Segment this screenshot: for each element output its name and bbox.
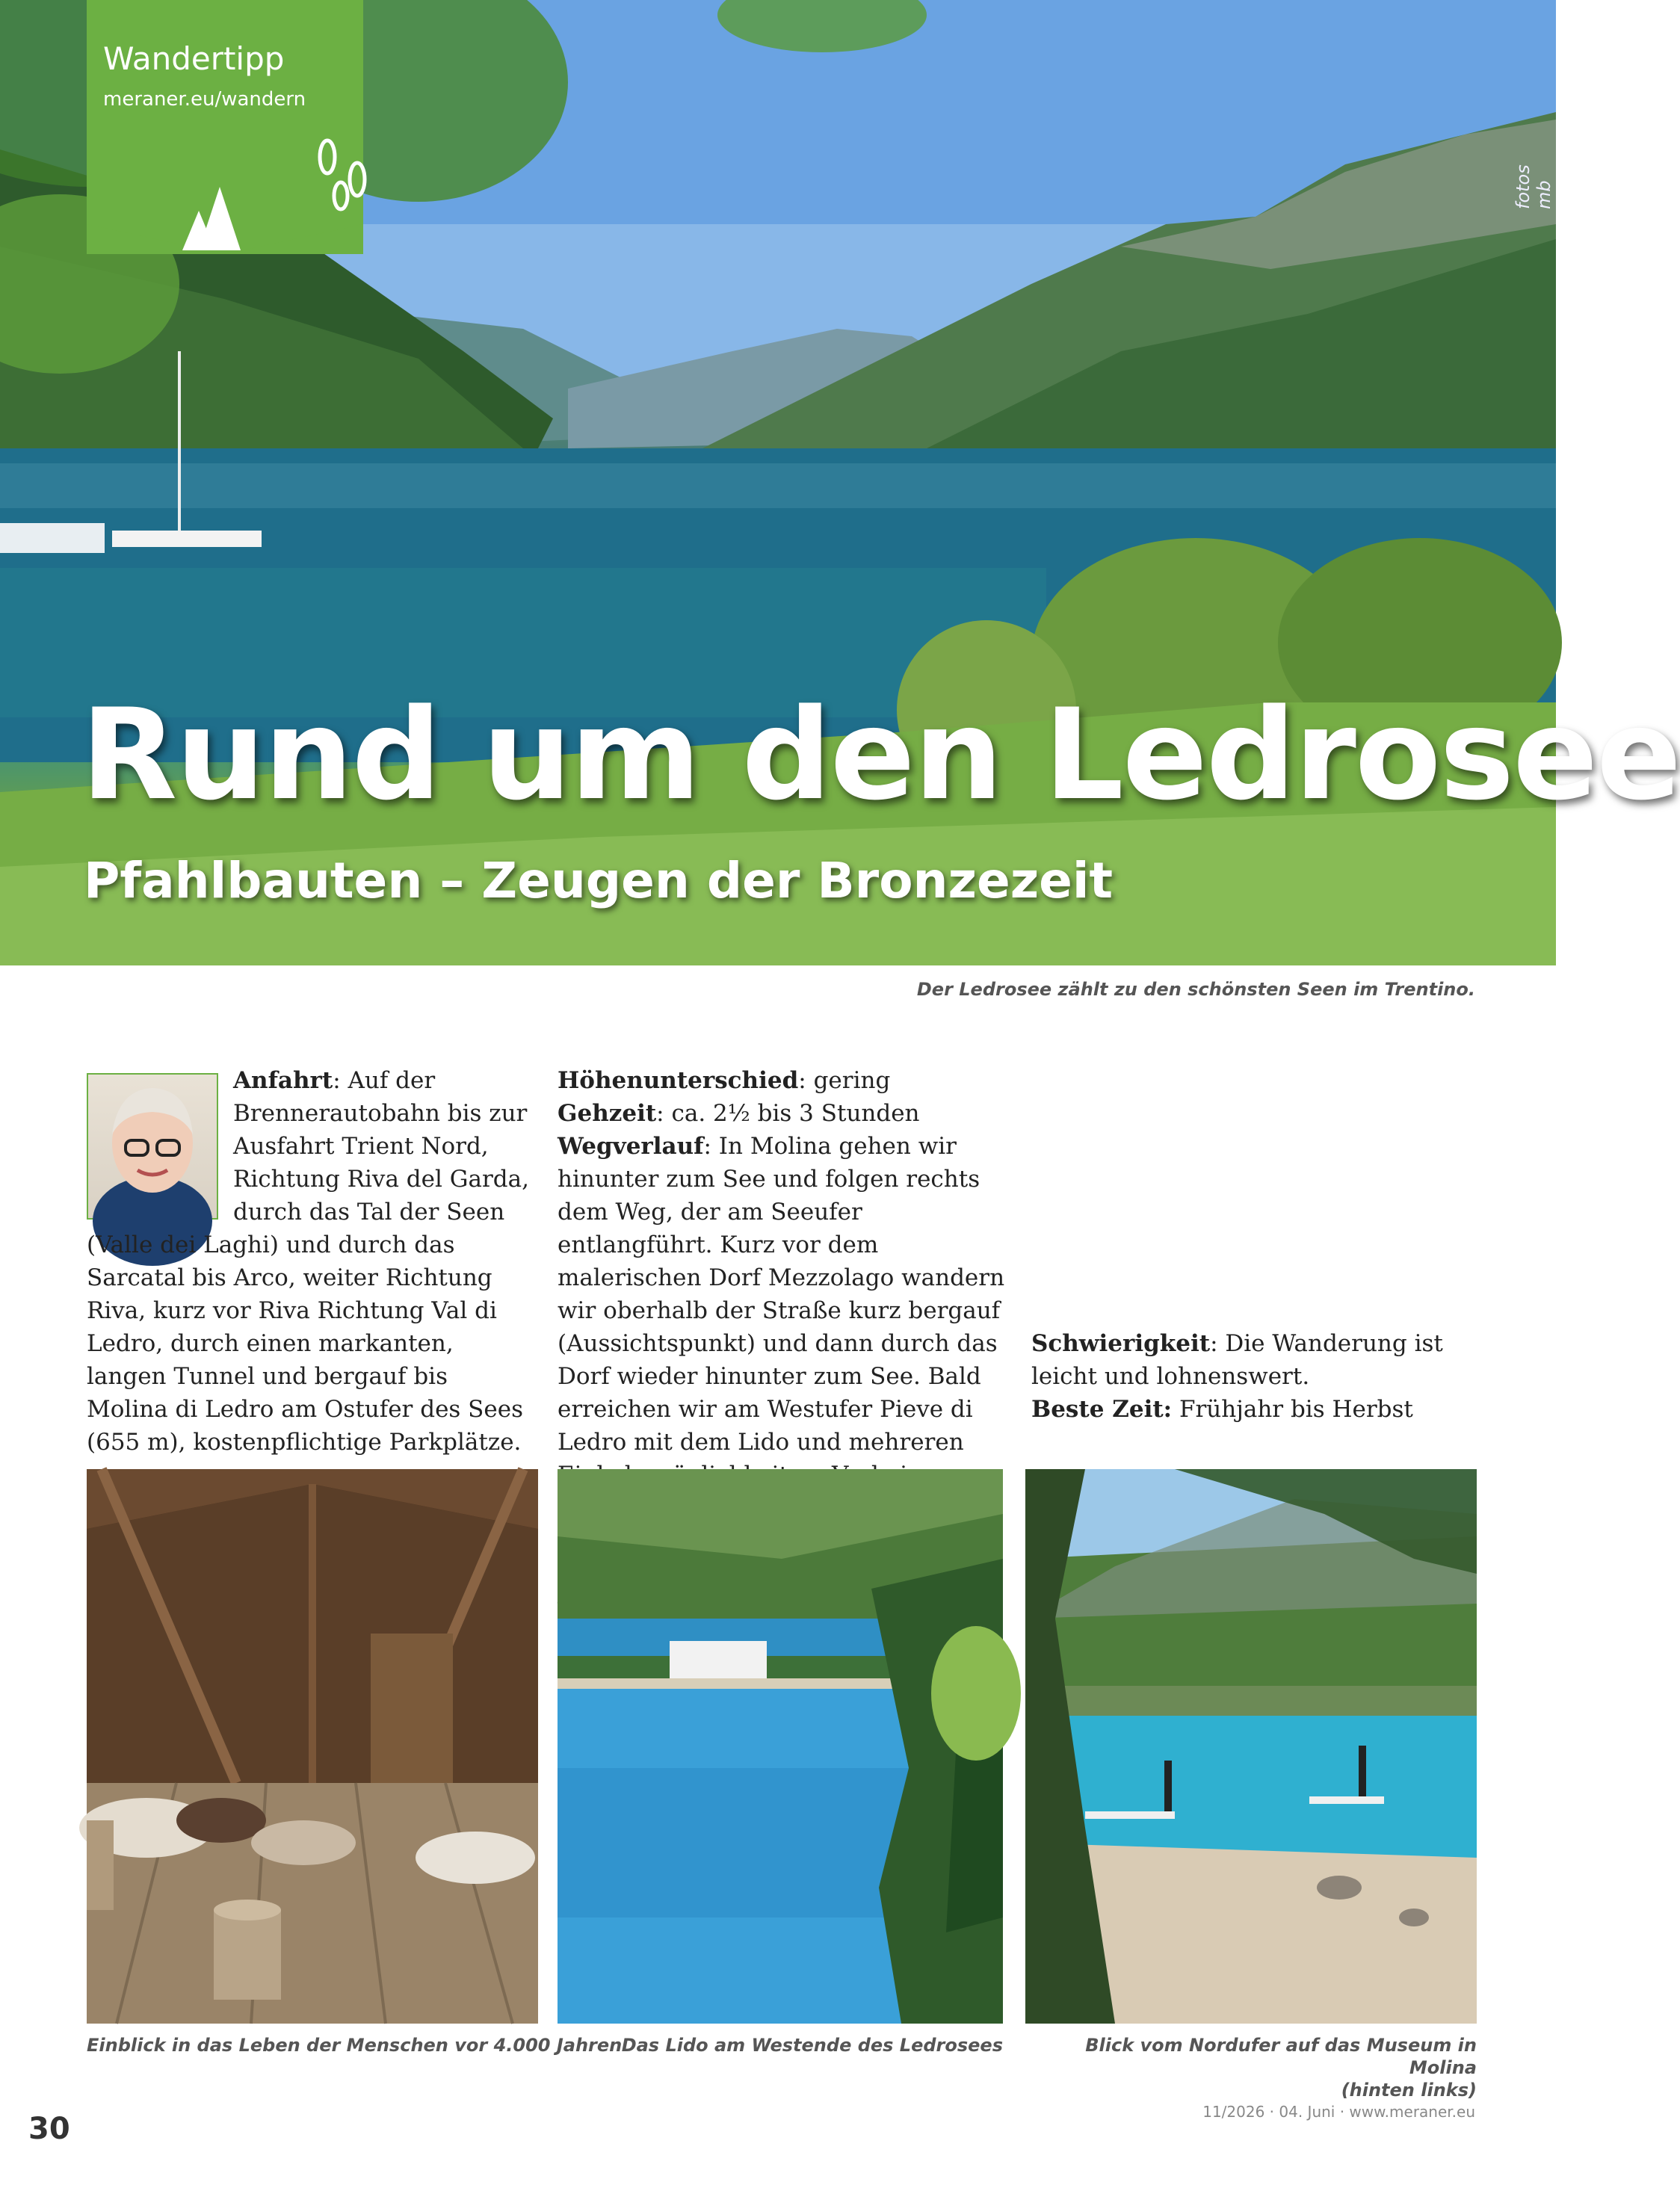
tag-shape [87, 0, 363, 254]
subheadline: Pfahlbauten – Zeugen der Bronzezeit [84, 852, 1114, 909]
text-hoehenunterschied: : gering [798, 1067, 891, 1094]
photo-lido [558, 1469, 1003, 2024]
page-number: 30 [28, 2112, 70, 2146]
photo-north-shore [1025, 1469, 1477, 2024]
wandertipp-tag [87, 0, 363, 254]
article-column-2 [558, 1064, 1006, 1459]
label-wegverlauf: Wegverlauf [558, 1133, 704, 1160]
caption-photo-1: Einblick in das Leben der Menschen vor 4.000 Jahren [87, 2035, 623, 2056]
issue-info: 11/2026 · 04. Juni · www.meraner.eu [1202, 2103, 1475, 2121]
text-gehzeit: : ca. 2½ bis 3 Stunden [656, 1100, 920, 1127]
caption-photo-3 [1025, 2034, 1477, 2101]
hero-caption: Der Ledrosee zählt zu den schönsten Seen im Trentino. [916, 979, 1475, 1000]
caption-photo-3-line-1: Blick vom Nordufer auf das Museum in Molina [1085, 2035, 1477, 2078]
article-column-1 [87, 1064, 535, 1459]
text-schwierigkeit: : Die Wanderung ist leicht und lohnenswert. [1031, 1330, 1443, 1390]
photo-pile-dwelling-interior [87, 1469, 538, 2024]
text-wegverlauf: : In Molina gehen wir hinunter zum See und folgen rechts dem Weg, der am Seeufer entlangführt. Kurz vor dem malerischen Dorf Mezzolago wandern wir oberhalb der Straße kurz bergauf (Aussichtspunkt) und dann durch das Dorf wieder hinunter zum See. Bald erreichen wir am Westufer Pieve di Ledro mit dem Lido und mehreren [558, 1133, 1005, 1456]
label-anfahrt: Anfahrt [233, 1067, 333, 1094]
label-beste-zeit: Beste Zeit: [1031, 1396, 1173, 1423]
text-anfahrt: : Auf der Brennerautobahn bis zur Ausfahrt Trient Nord, Richtung Riva del Garda, durch das Tal der Seen (Valle dei Laghi) und durch das Sarcatal bis Arco, weiter Richtung Riva, kurz vor Riva Richtung Val di Ledro, durch einen markanten, langen Tunnel und bergauf bis Molina di Ledro am Ostufer des Sees (655 m), kostenpflichtige Parkplätze. [87, 1067, 529, 1456]
caption-photo-3-line-2: (hinten links) [1341, 2080, 1477, 2101]
tag-title: Wandertipp [103, 40, 285, 77]
headline: Rund um den Ledrosee [81, 682, 1680, 828]
photo-credit: fotos mb [1513, 164, 1554, 209]
text-beste-zeit: Frühjahr bis Herbst [1172, 1396, 1413, 1423]
caption-photo-2: Das Lido am Westende des Ledrosees [621, 2035, 1003, 2056]
label-gehzeit: Gehzeit [558, 1100, 657, 1127]
tag-url: meraner.eu/wandern [103, 88, 306, 111]
hero-image [0, 0, 1680, 965]
article-column-3 [1031, 1064, 1480, 1426]
author-portrait [87, 1073, 218, 1220]
label-hoehenunterschied: Höhenunterschied [558, 1067, 799, 1094]
label-schwierigkeit: Schwierigkeit [1031, 1330, 1211, 1357]
